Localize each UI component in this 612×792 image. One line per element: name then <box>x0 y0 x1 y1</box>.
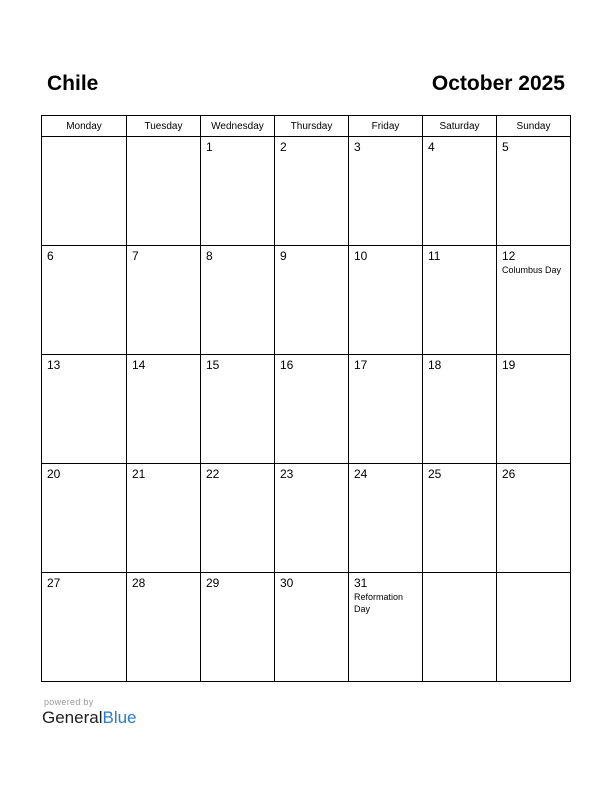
day-cell <box>127 246 201 355</box>
day-cell <box>423 464 497 573</box>
weekday-friday: Friday <box>349 116 423 137</box>
day-cell <box>201 137 275 246</box>
holiday-label: Columbus Day <box>502 265 562 275</box>
weekday-thursday: Thursday <box>275 116 349 137</box>
day-cell <box>42 137 127 246</box>
day-cell <box>423 137 497 246</box>
day-cell <box>127 137 201 246</box>
day-cell <box>127 464 201 573</box>
day-cell <box>349 464 423 573</box>
day-cell <box>497 137 571 246</box>
day-cell <box>349 137 423 246</box>
day-number: 22 <box>206 467 220 481</box>
day-cell <box>497 573 571 682</box>
week-row <box>42 246 571 355</box>
day-number: 20 <box>47 467 61 481</box>
day-cell <box>42 464 127 573</box>
day-cell <box>201 355 275 464</box>
day-cell <box>42 573 127 682</box>
day-number: 27 <box>47 576 61 590</box>
day-cell <box>127 355 201 464</box>
calendar-grid <box>41 115 571 682</box>
day-cell <box>201 464 275 573</box>
day-number: 1 <box>206 140 213 154</box>
day-cell <box>349 573 423 682</box>
day-number: 29 <box>206 576 220 590</box>
week-row <box>42 355 571 464</box>
day-cell <box>201 246 275 355</box>
day-number: 5 <box>502 140 509 154</box>
day-cell <box>497 246 571 355</box>
holiday-label: Reformation Day <box>354 592 404 614</box>
week-row <box>42 464 571 573</box>
day-cell <box>127 573 201 682</box>
powered-by-text: powered by <box>44 697 94 707</box>
week-row <box>42 137 571 246</box>
day-cell <box>275 573 349 682</box>
weekday-header-row <box>42 116 571 137</box>
day-cell <box>201 573 275 682</box>
day-number: 10 <box>354 249 368 263</box>
weekday-tuesday: Tuesday <box>127 116 201 137</box>
day-number: 18 <box>428 358 442 372</box>
weekday-wednesday: Wednesday <box>201 116 275 137</box>
day-number: 9 <box>280 249 287 263</box>
day-number: 2 <box>280 140 287 154</box>
day-number: 11 <box>428 249 441 263</box>
day-number: 26 <box>502 467 516 481</box>
weekday-monday: Monday <box>42 116 127 137</box>
day-cell <box>423 355 497 464</box>
day-number: 17 <box>354 358 368 372</box>
weekday-saturday: Saturday <box>423 116 497 137</box>
day-cell <box>275 464 349 573</box>
day-cell <box>349 246 423 355</box>
brand-blue-text: Blue <box>102 708 137 727</box>
day-cell <box>275 137 349 246</box>
day-number: 12 <box>502 249 516 263</box>
week-row <box>42 573 571 682</box>
day-number: 31 <box>354 576 368 590</box>
brand-general-text: General <box>42 708 103 727</box>
day-number: 3 <box>354 140 361 154</box>
day-number: 6 <box>47 249 54 263</box>
day-number: 13 <box>47 358 61 372</box>
day-number: 30 <box>280 576 294 590</box>
day-number: 25 <box>428 467 442 481</box>
day-number: 15 <box>206 358 220 372</box>
day-number: 7 <box>132 249 139 263</box>
day-cell <box>349 355 423 464</box>
day-cell <box>275 355 349 464</box>
day-cell <box>497 464 571 573</box>
day-cell <box>423 246 497 355</box>
weekday-sunday: Sunday <box>497 116 571 137</box>
day-number: 14 <box>132 358 146 372</box>
day-cell <box>275 246 349 355</box>
day-number: 19 <box>502 358 516 372</box>
calendar-month-title: October 2025 <box>431 72 565 95</box>
brand-logo[interactable] <box>42 708 137 728</box>
day-number: 16 <box>280 358 294 372</box>
day-number: 8 <box>206 249 213 263</box>
day-cell <box>497 355 571 464</box>
day-cell <box>423 573 497 682</box>
day-number: 23 <box>280 467 294 481</box>
day-cell <box>42 355 127 464</box>
day-cell <box>42 246 127 355</box>
calendar-country-title: Chile <box>47 72 99 95</box>
day-number: 24 <box>354 467 368 481</box>
day-number: 4 <box>428 140 435 154</box>
day-number: 21 <box>132 467 146 481</box>
day-number: 28 <box>132 576 146 590</box>
